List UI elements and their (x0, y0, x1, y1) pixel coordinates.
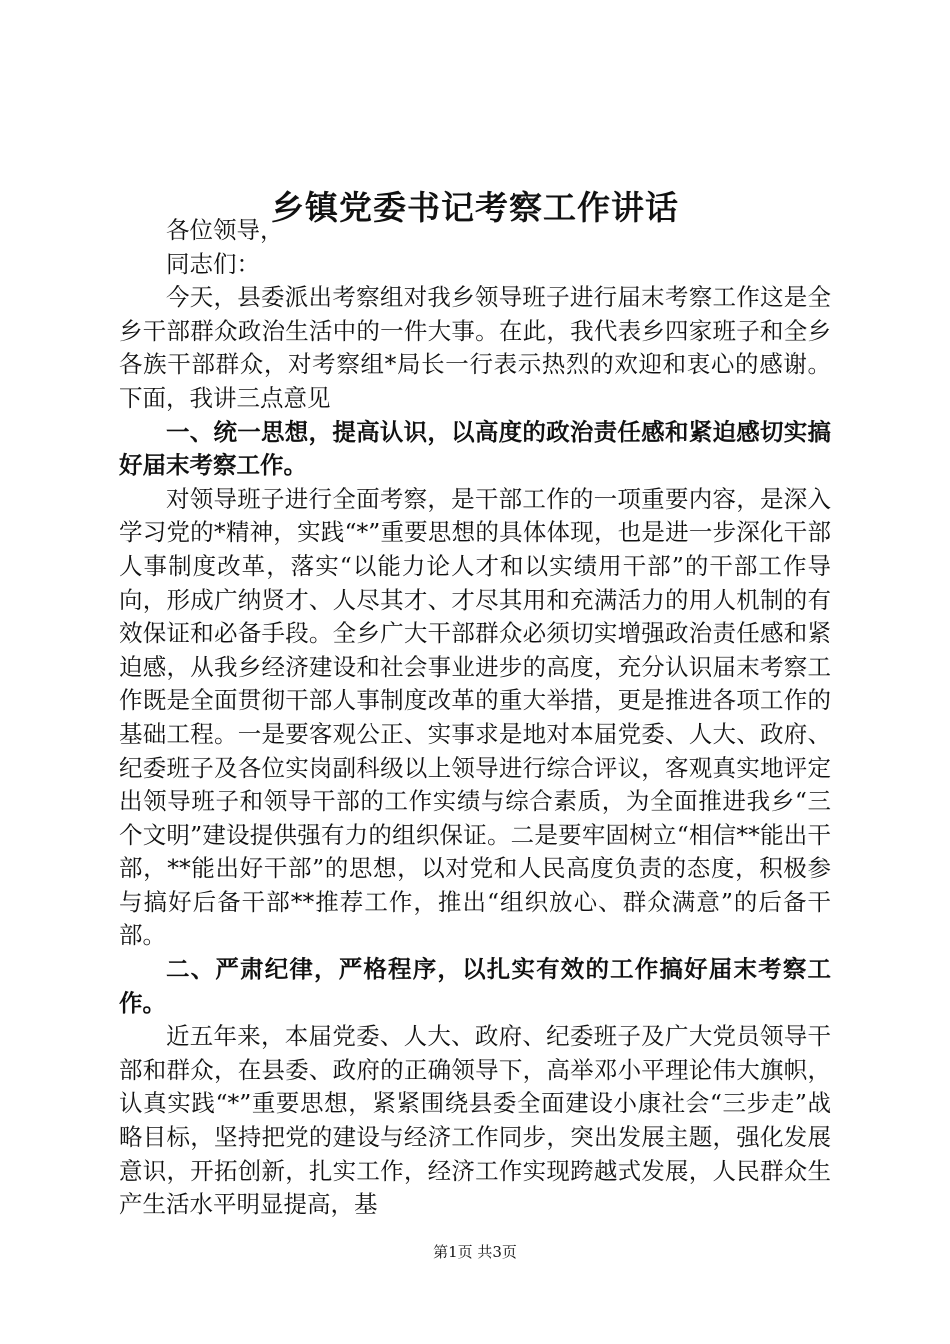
section-2-paragraph: 近五年来，本届党委、人大、政府、纪委班子及广大党员领导干部和群众，在县委、政府的正确领导下，高举邓小平理论伟大旗帜，认真实践“*”重要思想，紧紧围绕县委全面建设小康社会“三步走”战略目标，坚持把党的建设与经济工作同步，突出发展主题，强化发展意识，开拓创新，扎实工作，经济工作实现跨越式发展，人民群众生产生活水平明显提高，基 (119, 1022, 831, 1219)
section-heading-1: 一、统一思想，提高认识，以高度的政治责任感和紧迫感切实搞好届末考察工作。 (119, 417, 831, 480)
section-1-paragraph: 对领导班子进行全面考察，是干部工作的一项重要内容，是深入学习党的*精神，实践“*”重要思想的具体体现，也是进一步深化干部人事制度改革，落实“以能力论人才和以实绩用干部”的干部工作导向，形成广纳贤才、人尽其才、才尽其用和充满活力的用人机制的有效保证和必备手段。全乡广大干部群众必须切实增强政治责任感和紧迫感，从我乡经济建设和社会事业进步的高度，充分认识届末考察工作既是全面贯彻干部人事制度改革的重大举措，更是推进各项工作的基础工程。一是要客观公正、实事求是地对本届党委、人大、政府、纪委班子及各位实岗副科级以上领导进行综合评议，客观真实地评定出领导班子和领导干部的工作实绩与综合素质，为全面推进我乡“三个文明”建设提供强有力的组织保证。二是要牢固树立“相信**能出干部，**能出好干部”的思想，以对党和人民高度负责的态度，积极参与搞好后备干部**推荐工作，推出“组织放心、群众满意”的后备干部。 (119, 484, 831, 950)
page-footer: 第1页 共3页 (433, 1243, 517, 1261)
greeting-leaders: 各位领导， (166, 216, 284, 244)
section-heading-2: 二、严肃纪律，严格程序，以扎实有效的工作搞好届末考察工作。 (119, 955, 831, 1017)
greeting-comrades: 同志们： (166, 249, 260, 278)
intro-paragraph: 今天，县委派出考察组对我乡领导班子进行届末考察工作这是全乡干部群众政治生活中的一件大事。在此，我代表乡四家班子和全乡各族干部群众，对考察组*局长一行表示热烈的欢迎和衷心的感谢。下面，我讲三点意见 (119, 283, 831, 412)
page-title: 乡镇党委书记考察工作讲话 (271, 188, 679, 227)
document-body (119, 214, 831, 1222)
